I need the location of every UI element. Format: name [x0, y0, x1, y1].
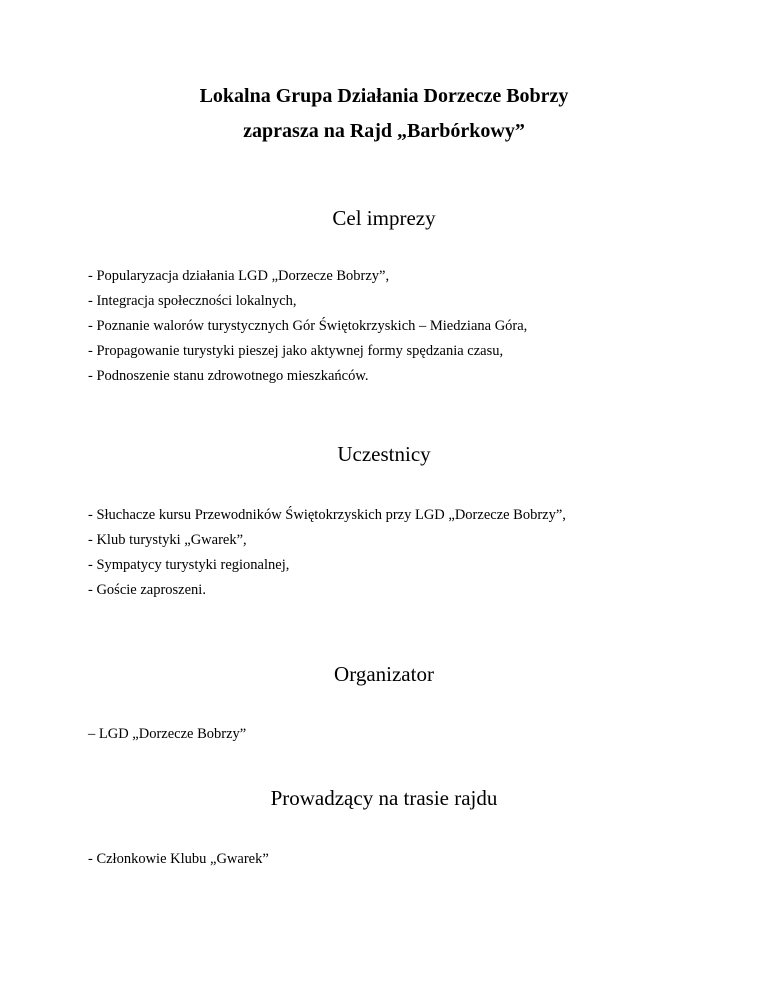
list-item: – LGD „Dorzecze Bobrzy”: [88, 726, 247, 742]
list-prowadzacy: [88, 847, 269, 872]
document-title-line-1: Lokalna Grupa Działania Dorzecze Bobrzy: [199, 85, 569, 107]
section-heading-cel-imprezy: Cel imprezy: [332, 206, 436, 230]
document-title-line-2: zaprasza na Rajd „Barbórkowy”: [243, 120, 525, 142]
list-organizator: [88, 722, 246, 747]
section-heading-prowadzacy: Prowadzący na trasie rajdu: [270, 786, 498, 810]
list-item: - Popularyzacja działania LGD „Dorzecze Bobrzy”,: [88, 268, 390, 284]
list-item: - Członkowie Klubu „Gwarek”: [88, 851, 269, 867]
list-item: - Propagowanie turystyki pieszej jako aktywnej formy spędzania czasu,: [88, 343, 504, 359]
list-item: - Sympatycy turystyki regionalnej,: [88, 557, 290, 573]
list-item: - Poznanie walorów turystycznych Gór Świętokrzyskich – Miedziana Góra,: [88, 318, 528, 334]
section-heading-organizator: Organizator: [334, 662, 434, 686]
list-item: - Klub turystyki „Gwarek”,: [88, 532, 247, 548]
list-uczestnicy: [88, 503, 566, 603]
section-heading-uczestnicy: Uczestnicy: [337, 442, 431, 466]
list-item: - Słuchacze kursu Przewodników Świętokrzyskich przy LGD „Dorzecze Bobrzy”,: [88, 507, 566, 523]
list-item: - Integracja społeczności lokalnych,: [88, 293, 297, 309]
list-item: - Podnoszenie stanu zdrowotnego mieszkańców.: [88, 368, 369, 384]
list-item: - Goście zaproszeni.: [88, 582, 206, 598]
list-cel-imprezy: [88, 264, 527, 389]
